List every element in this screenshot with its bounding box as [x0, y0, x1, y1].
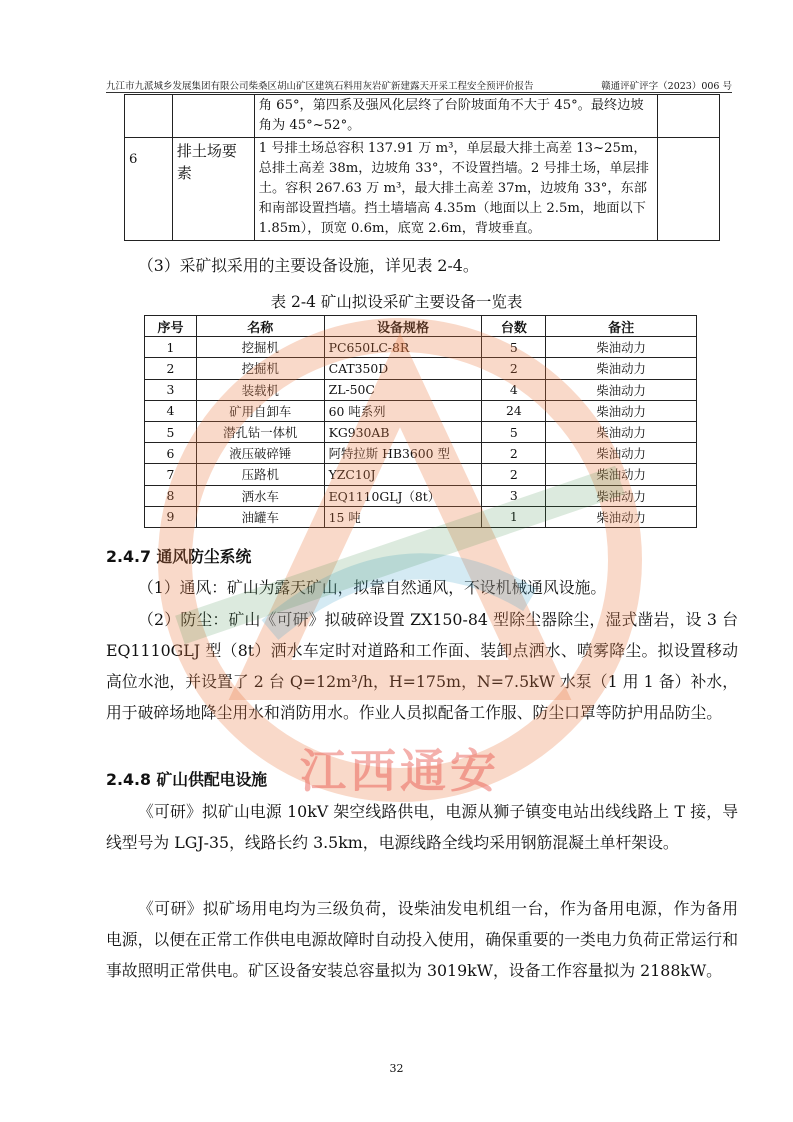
watermark-text: 江西通安	[300, 744, 500, 798]
cell-no: 3	[145, 379, 197, 400]
table-row	[145, 379, 697, 400]
power-source-paragraph: 《可研》拟矿山电源 10kV 架空线路供电，电源从狮子镇变电站出线线路上 T 接，导线型号为 LGJ-35，线路长约 3.5km，电源线路全线均采用钢筋混凝土单杆架设。	[106, 802, 738, 852]
cell-remark: 柴油动力	[546, 421, 697, 442]
cell-count: 4	[482, 379, 546, 400]
cell-count: 3	[482, 485, 546, 506]
cell-spec: ZL-50C	[324, 379, 482, 400]
cell-no: 2	[145, 358, 197, 379]
cell-no: 1	[145, 337, 197, 358]
cell-no: 8	[145, 485, 197, 506]
cell-count: 2	[482, 443, 546, 464]
table-cell-name: 排土场要素	[172, 138, 254, 241]
cell-no: 4	[145, 400, 197, 421]
cell-name: 洒水车	[196, 485, 324, 506]
table-cell-no: 6	[125, 138, 173, 241]
cell-name: 油罐车	[196, 506, 324, 527]
section-title-ventilation: 2.4.7 通风防尘系统	[106, 547, 252, 566]
cell-remark: 柴油动力	[546, 337, 697, 358]
cell-name: 潜孔钻一体机	[196, 421, 324, 442]
table-cell: 角 65°，第四系及强风化层终了台阶坡面角不大于 45°。最终边坡角为 45°~52°。	[254, 95, 657, 138]
header-title: 九江市九派城乡发展集团有限公司柴桑区胡山矿区建筑石料用灰岩矿新建露天开采工程安全预评价报告	[106, 81, 534, 92]
table-header-row	[145, 316, 697, 337]
cell-no: 5	[145, 421, 197, 442]
page-number: 32	[389, 1062, 404, 1075]
cell-no: 7	[145, 464, 197, 485]
table-row	[125, 95, 720, 138]
table-row	[145, 358, 697, 379]
cell-spec: YZC10J	[324, 464, 482, 485]
cell-count: 1	[482, 506, 546, 527]
cell-spec: EQ1110GLJ（8t）	[324, 485, 482, 506]
top-continuation-table	[124, 94, 720, 241]
table-cell	[172, 95, 254, 138]
table-row	[145, 337, 697, 358]
cell-remark: 柴油动力	[546, 400, 697, 421]
cell-name: 液压破碎锤	[196, 443, 324, 464]
cell-no: 6	[145, 443, 197, 464]
cell-count: 2	[482, 464, 546, 485]
cell-count: 5	[482, 337, 546, 358]
cell-remark: 柴油动力	[546, 506, 697, 527]
cell-remark: 柴油动力	[546, 379, 697, 400]
table-row	[145, 506, 697, 527]
cell-spec: PC650LC-8R	[324, 337, 482, 358]
equipment-intro-paragraph: （3）采矿拟采用的主要设备设施，详见表 2-4。	[138, 256, 479, 275]
header-report-number: 赣通评矿评字（2023）006 号	[601, 81, 732, 92]
power-load-paragraph: 《可研》拟矿场用电均为三级负荷，设柴油发电机组一台，作为备用电源，作为备用电源，以便在正常工作供电电源故障时自动投入使用，确保重要的一类电力负荷正常运行和事故照明正常供电。矿区设备安装总容量拟为 3019kW，设备工作容量拟为 2188kW。	[106, 899, 738, 980]
table-cell-text: 1 号排土场总容积 137.91 万 m³，单层最大排土高差 13~25m，总排土高差 38m，边坡角 33°，不设置挡墙。2 号排土场，单层排土。容积 267.63 万 m³，最大排土高差 37m，边坡角 33°，东部和南部设置挡墙。挡土墙墙高 4.35m（地面以上 2.5m，地面以下 1.85m），顶宽 0.6m，底宽 2.6m，背坡垂直。	[254, 138, 657, 241]
table-row	[145, 464, 697, 485]
col-header-count: 台数	[482, 316, 546, 337]
col-header-remark: 备注	[546, 316, 697, 337]
equipment-table	[144, 315, 697, 528]
page-header	[106, 76, 732, 93]
table-row	[145, 421, 697, 442]
cell-remark: 柴油动力	[546, 443, 697, 464]
cell-spec: 15 吨	[324, 506, 482, 527]
table-cell	[125, 95, 173, 138]
dust-prevention-paragraph: （2）防尘：矿山《可研》拟破碎设置 ZX150-84 型除尘器除尘，湿式凿岩，设 3 台 EQ1110GLJ 型（8t）洒水车定时对道路和工作面、装卸点洒水、喷雾降尘。拟设置移动高位水池，并设置了 2 台 Q=12m³/h，H=175m，N=7.5kW 水泵（1 用 1 备）补水，用于破碎场地降尘用水和消防用水。作业人员拟配备工作服、防尘口罩等防护用品防尘。	[106, 610, 738, 722]
table-cell	[658, 95, 720, 138]
cell-name: 矿用自卸车	[196, 400, 324, 421]
table-row	[145, 400, 697, 421]
table-caption: 表 2-4 矿山拟设采矿主要设备一览表	[270, 293, 523, 311]
cell-count: 5	[482, 421, 546, 442]
ventilation-paragraph: （1）通风：矿山为露天矿山，拟靠自然通风，不设机械通风设施。	[138, 578, 607, 597]
cell-spec: 60 吨系列	[324, 400, 482, 421]
cell-remark: 柴油动力	[546, 485, 697, 506]
col-header-no: 序号	[145, 316, 197, 337]
cell-name: 压路机	[196, 464, 324, 485]
cell-no: 9	[145, 506, 197, 527]
table-row	[145, 443, 697, 464]
table-cell	[658, 138, 720, 241]
cell-spec: 阿特拉斯 HB3600 型	[324, 443, 482, 464]
section-title-power: 2.4.8 矿山供配电设施	[106, 770, 268, 789]
cell-name: 挖掘机	[196, 358, 324, 379]
cell-name: 挖掘机	[196, 337, 324, 358]
cell-name: 装载机	[196, 379, 324, 400]
cell-spec: CAT350D	[324, 358, 482, 379]
table-row	[145, 485, 697, 506]
cell-count: 2	[482, 358, 546, 379]
cell-remark: 柴油动力	[546, 464, 697, 485]
cell-count: 24	[482, 400, 546, 421]
col-header-spec: 设备规格	[324, 316, 482, 337]
cell-spec: KG930AB	[324, 421, 482, 442]
cell-remark: 柴油动力	[546, 358, 697, 379]
col-header-name: 名称	[196, 316, 324, 337]
table-row	[125, 138, 720, 241]
